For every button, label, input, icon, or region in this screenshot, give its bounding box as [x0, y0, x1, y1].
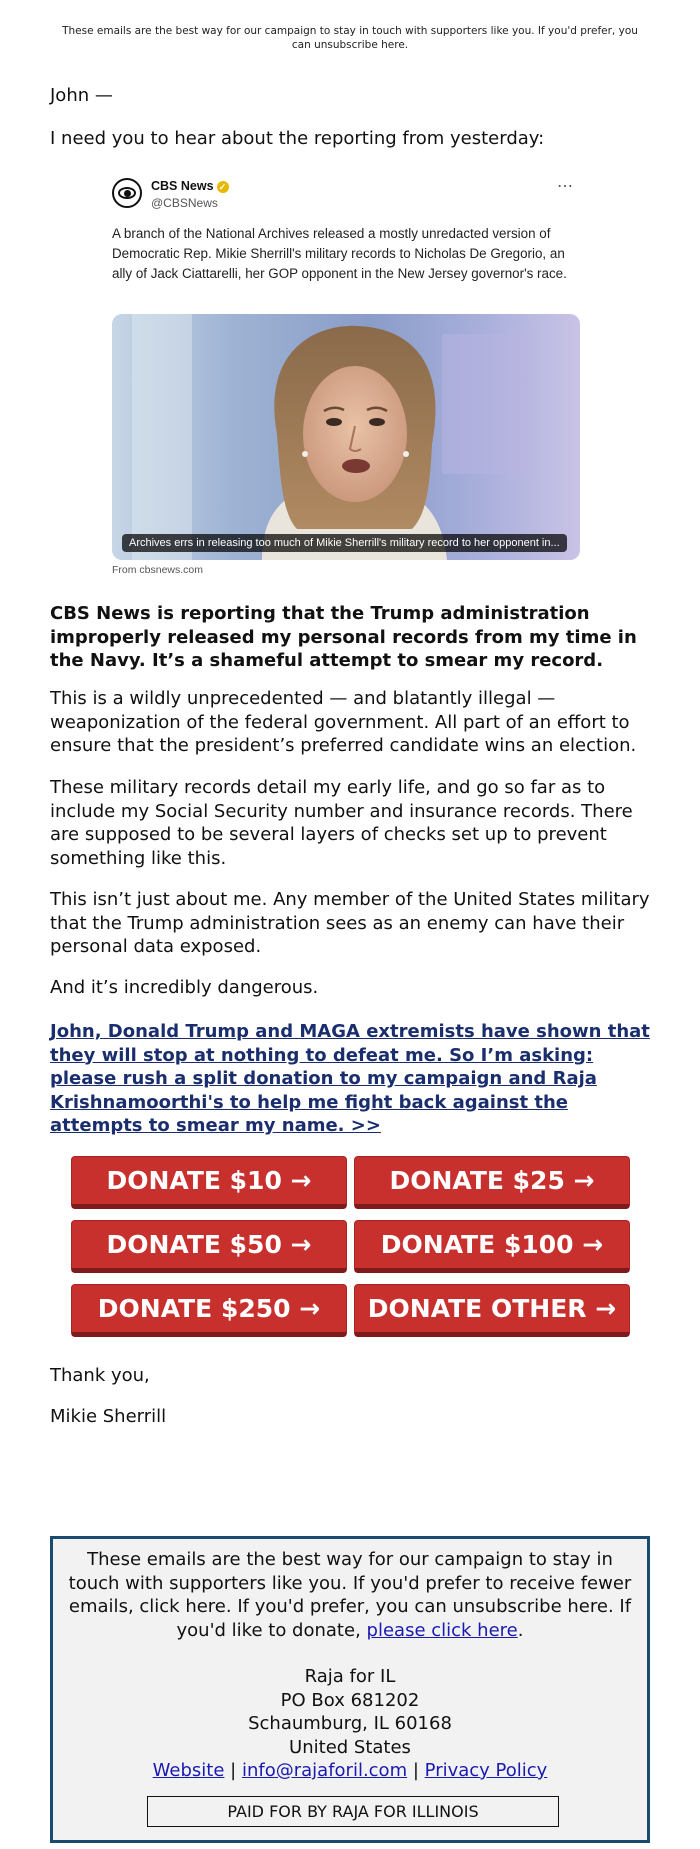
donation-cta-link[interactable]: John, Donald Trump and MAGA extremists have shown that they will stop at nothing to defeat me. So I’m asking: please rush a split donation to my campaign and Raja Krishnamoorthi's to help me fight back against the attempts to smear my name. >>: [50, 1021, 650, 1136]
portrait-photo: [112, 314, 580, 560]
signoff: Thank you,: [50, 1365, 150, 1386]
email-link[interactable]: info@rajaforil.com: [241, 1760, 408, 1781]
headline: CBS News is reporting that the Trump administration improperly released my personal records from my time in the Navy. It’s a shameful attempt to smear my record.: [50, 603, 637, 671]
footer-org: Raja for IL: [304, 1666, 396, 1687]
preheader-text: These emails are the best way for our campaign to stay in touch with supporters like you. If you'd prefer, you can unsubscribe here.: [62, 25, 638, 51]
image-caption: Archives errs in releasing too much of Mikie Sherrill's military record to her opponent in...: [122, 534, 567, 552]
website-link[interactable]: Website: [152, 1760, 225, 1781]
donate-10-button[interactable]: DONATE $10 →: [71, 1156, 347, 1209]
signature: Mikie Sherrill: [50, 1406, 167, 1427]
footer-address-line2: Schaumburg, IL 60168: [248, 1713, 452, 1734]
greeting: John —: [50, 85, 113, 106]
paid-for-disclaimer: PAID FOR BY RAJA FOR ILLINOIS: [147, 1796, 559, 1827]
footer-country: United States: [289, 1736, 411, 1758]
more-options-icon[interactable]: ⋯: [557, 178, 574, 195]
paragraph-4: And it’s incredibly dangerous.: [50, 977, 319, 998]
cbs-eye-logo-icon: [112, 178, 142, 208]
footer-message: These emails are the best way for our campaign to stay in touch with supporters like you. If you'd prefer to receive fewer emails, click here. If you'd prefer, you can unsubscribe here. If you'd like to donate, please click here.: [68, 1549, 632, 1641]
embedded-tweet[interactable]: [110, 176, 580, 576]
tweet-source: From cbsnews.com: [112, 564, 204, 576]
tweet-account-name: CBS News ✓: [151, 179, 229, 193]
tweet-text: A branch of the National Archives released a mostly unredacted version of Democratic Rep. Mikie Sherrill's military records to Nicholas De Gregorio, an ally of Jack Ciattarelli, her GOP opponent in the New Jersey governor's race.: [112, 226, 567, 281]
footer: [50, 1536, 650, 1843]
donate-250-button[interactable]: DONATE $250 →: [71, 1284, 347, 1337]
footer-address: [65, 1665, 635, 1783]
donate-other-button[interactable]: DONATE OTHER →: [354, 1284, 630, 1337]
intro-text: I need you to hear about the reporting from yesterday:: [50, 128, 545, 149]
footer-address-line1: PO Box 681202: [280, 1689, 420, 1711]
tweet-handle: @CBSNews: [151, 196, 218, 210]
footer-donate-link[interactable]: please click here: [366, 1619, 518, 1641]
paragraph-3: This isn’t just about me. Any member of the United States military that the Trump administration sees as an enemy can have their personal data exposed.: [50, 889, 650, 957]
paragraph-1: This is a wildly unprecedented — and blatantly illegal — weaponization of the federal government. All part of an effort to ensure that the president’s preferred candidate wins an election.: [50, 688, 637, 756]
privacy-policy-link[interactable]: Privacy Policy: [424, 1760, 548, 1781]
link-separator: |: [412, 1760, 419, 1781]
link-separator: |: [230, 1760, 237, 1781]
donate-50-button[interactable]: DONATE $50 →: [71, 1220, 347, 1273]
verified-badge-icon: ✓: [217, 181, 229, 193]
tweet-news-photo[interactable]: [112, 314, 580, 560]
footer-links: [65, 1759, 635, 1783]
paragraph-2: These military records detail my early life, and go so far as to include my Social Security number and insurance records. There are supposed to be several layers of checks set up to prevent something like this.: [50, 777, 633, 869]
donate-25-button[interactable]: DONATE $25 →: [354, 1156, 630, 1209]
donate-100-button[interactable]: DONATE $100 →: [354, 1220, 630, 1273]
